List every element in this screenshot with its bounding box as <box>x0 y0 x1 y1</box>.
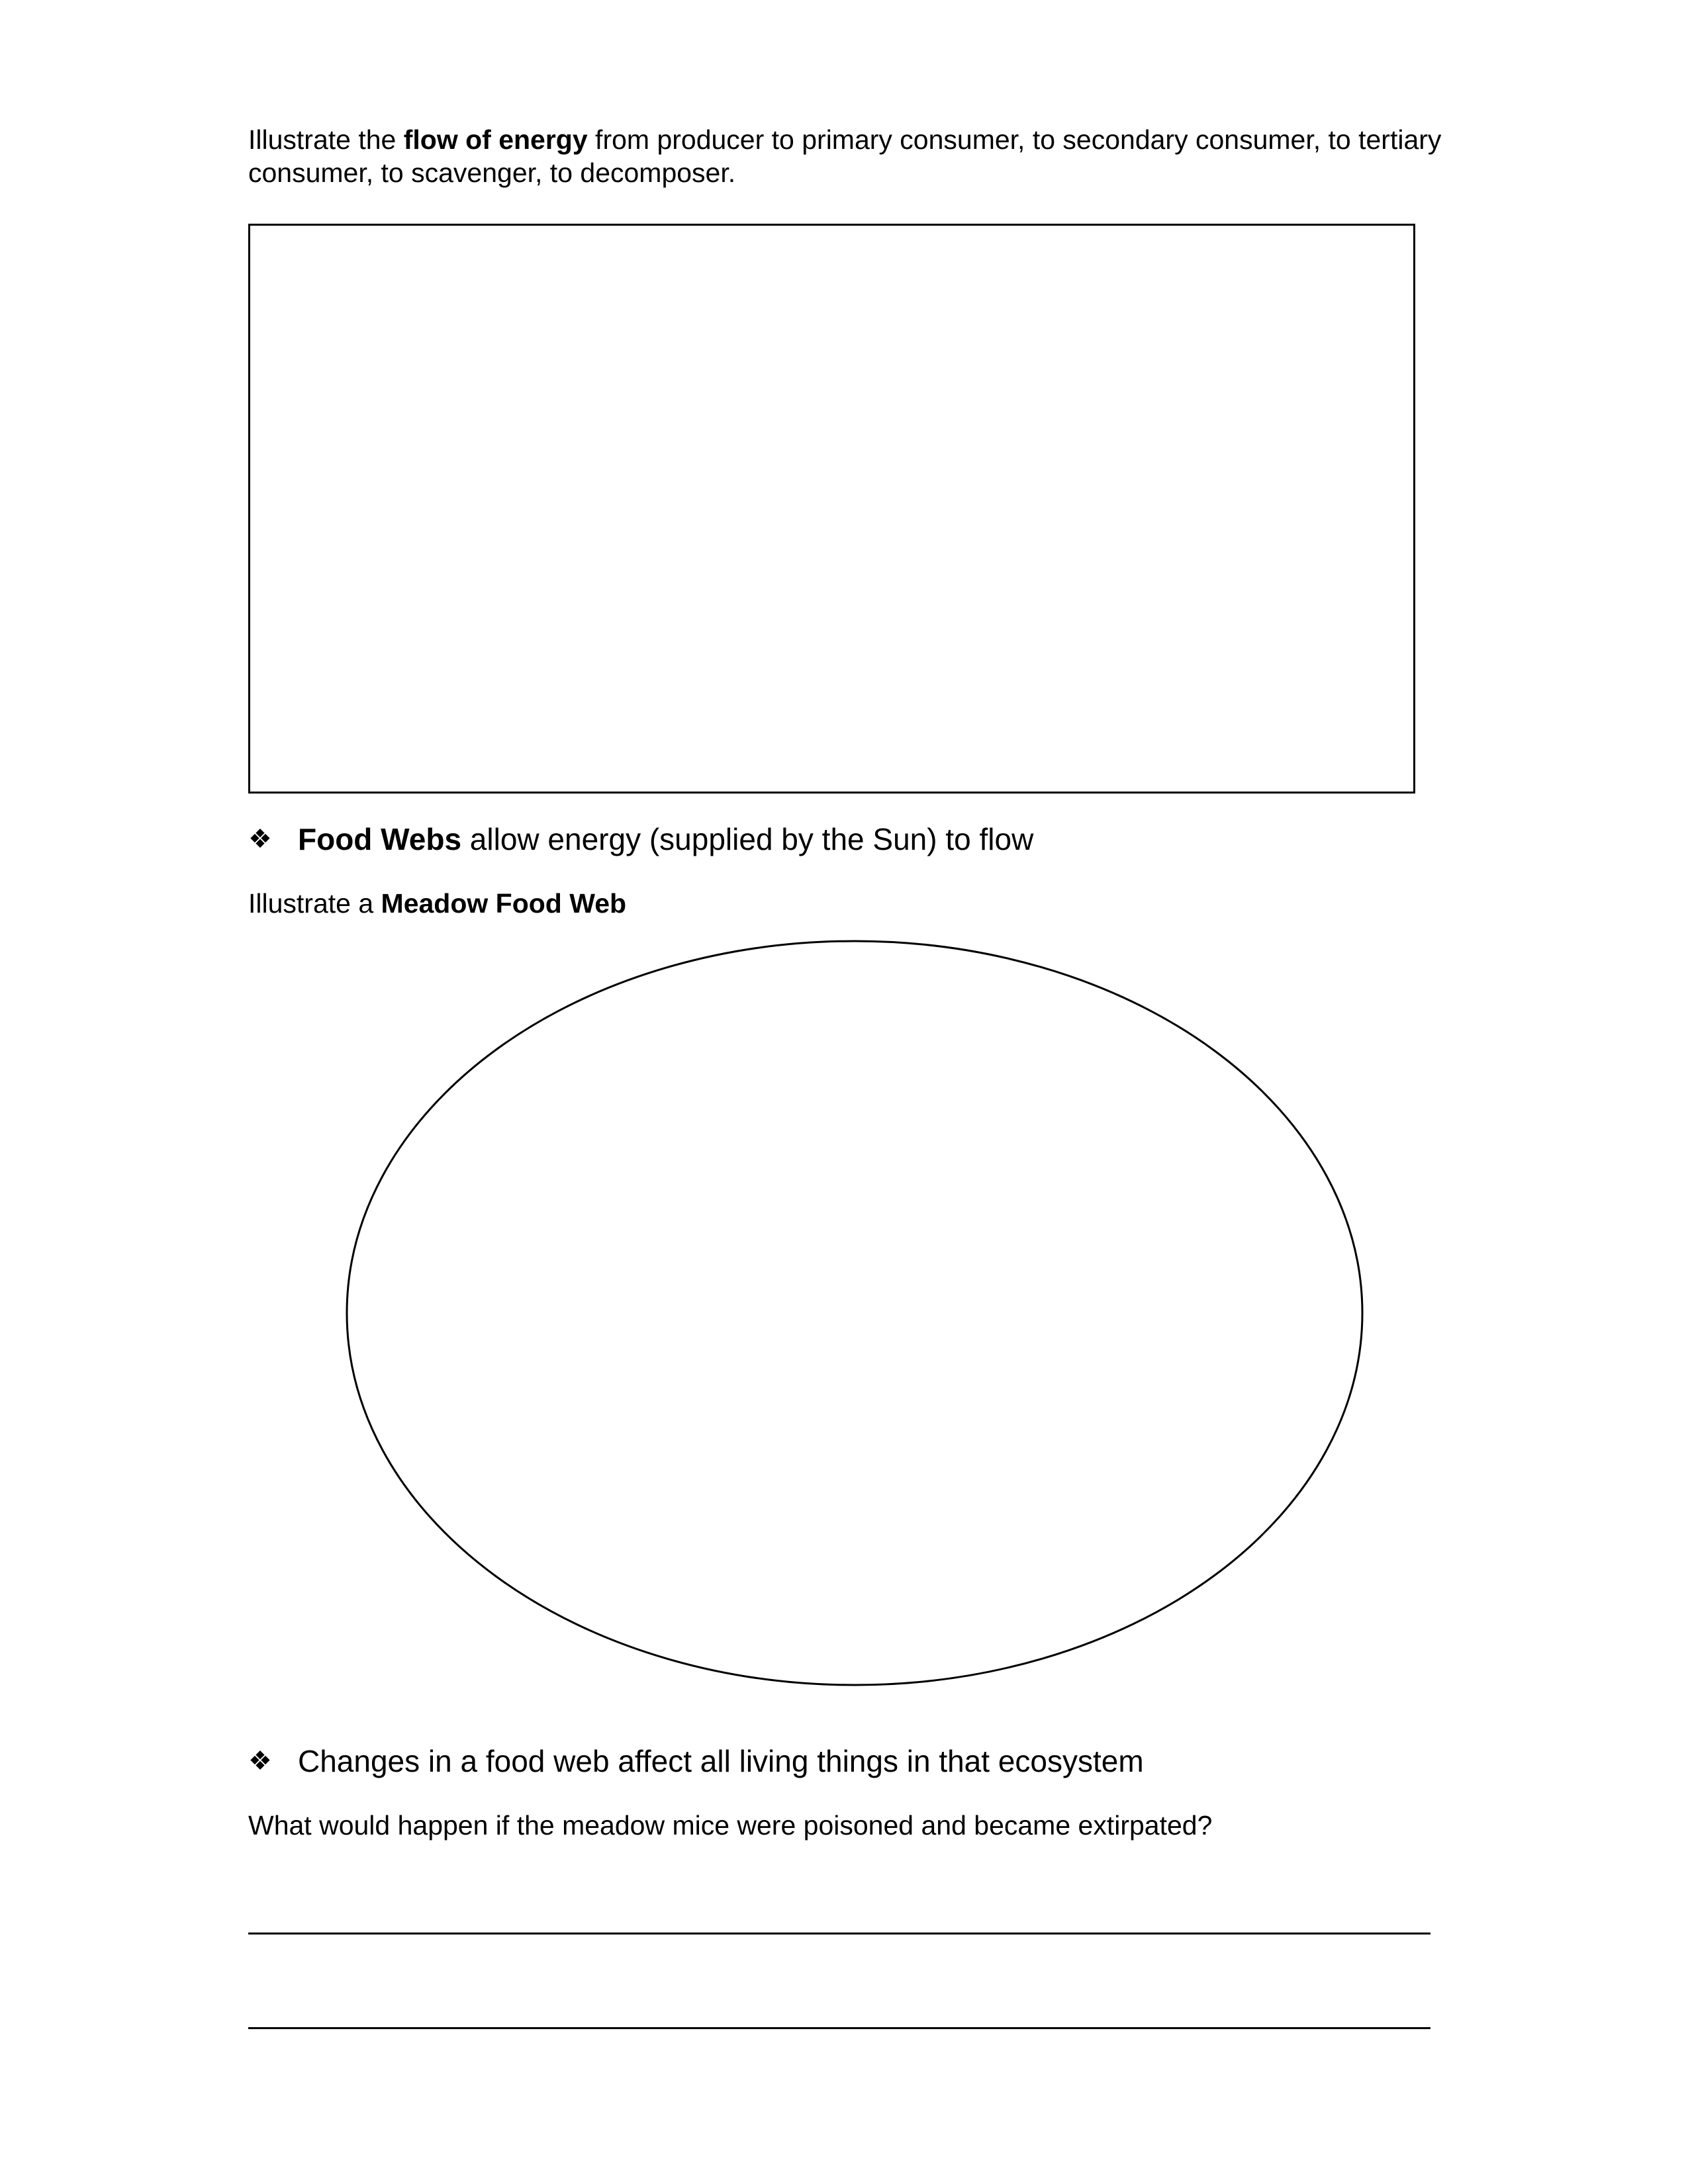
energy-flow-drawing-box[interactable] <box>248 224 1415 794</box>
instruction-line-1 <box>248 123 1441 156</box>
food-webs-bold: Food Webs <box>298 822 462 856</box>
answer-line-2[interactable] <box>248 2027 1430 2029</box>
diamond-bullet-icon: ❖ <box>248 825 272 854</box>
instruction-suffix: from producer to primary consumer, to secondary consumer, to tertiary <box>587 124 1442 155</box>
instruction-bold-term: flow of energy <box>403 124 588 155</box>
food-webs-bullet-text <box>298 821 1033 858</box>
diamond-bullet-icon: ❖ <box>248 1747 272 1776</box>
instruction-line-2: consumer, to scavenger, to decomposer. <box>248 158 736 188</box>
food-webs-rest: allow energy (supplied by the Sun) to flow <box>461 822 1034 856</box>
meadow-prefix: Illustrate a <box>248 888 381 919</box>
changes-bullet-text: Changes in a food web affect all living things in that ecosystem <box>298 1744 1144 1778</box>
meadow-mice-question: What would happen if the meadow mice were poisoned and became extirpated? <box>248 1810 1213 1841</box>
answer-line-1[interactable] <box>248 1933 1430 1934</box>
meadow-bold: Meadow Food Web <box>381 888 627 919</box>
changes-bullet <box>248 1743 1506 1780</box>
meadow-food-web-oval[interactable] <box>341 936 1367 1691</box>
instruction-prefix: Illustrate the <box>248 124 404 155</box>
food-webs-bullet <box>248 821 1374 858</box>
meadow-food-web-instruction <box>248 887 626 920</box>
flow-of-energy-instruction <box>248 123 1441 189</box>
